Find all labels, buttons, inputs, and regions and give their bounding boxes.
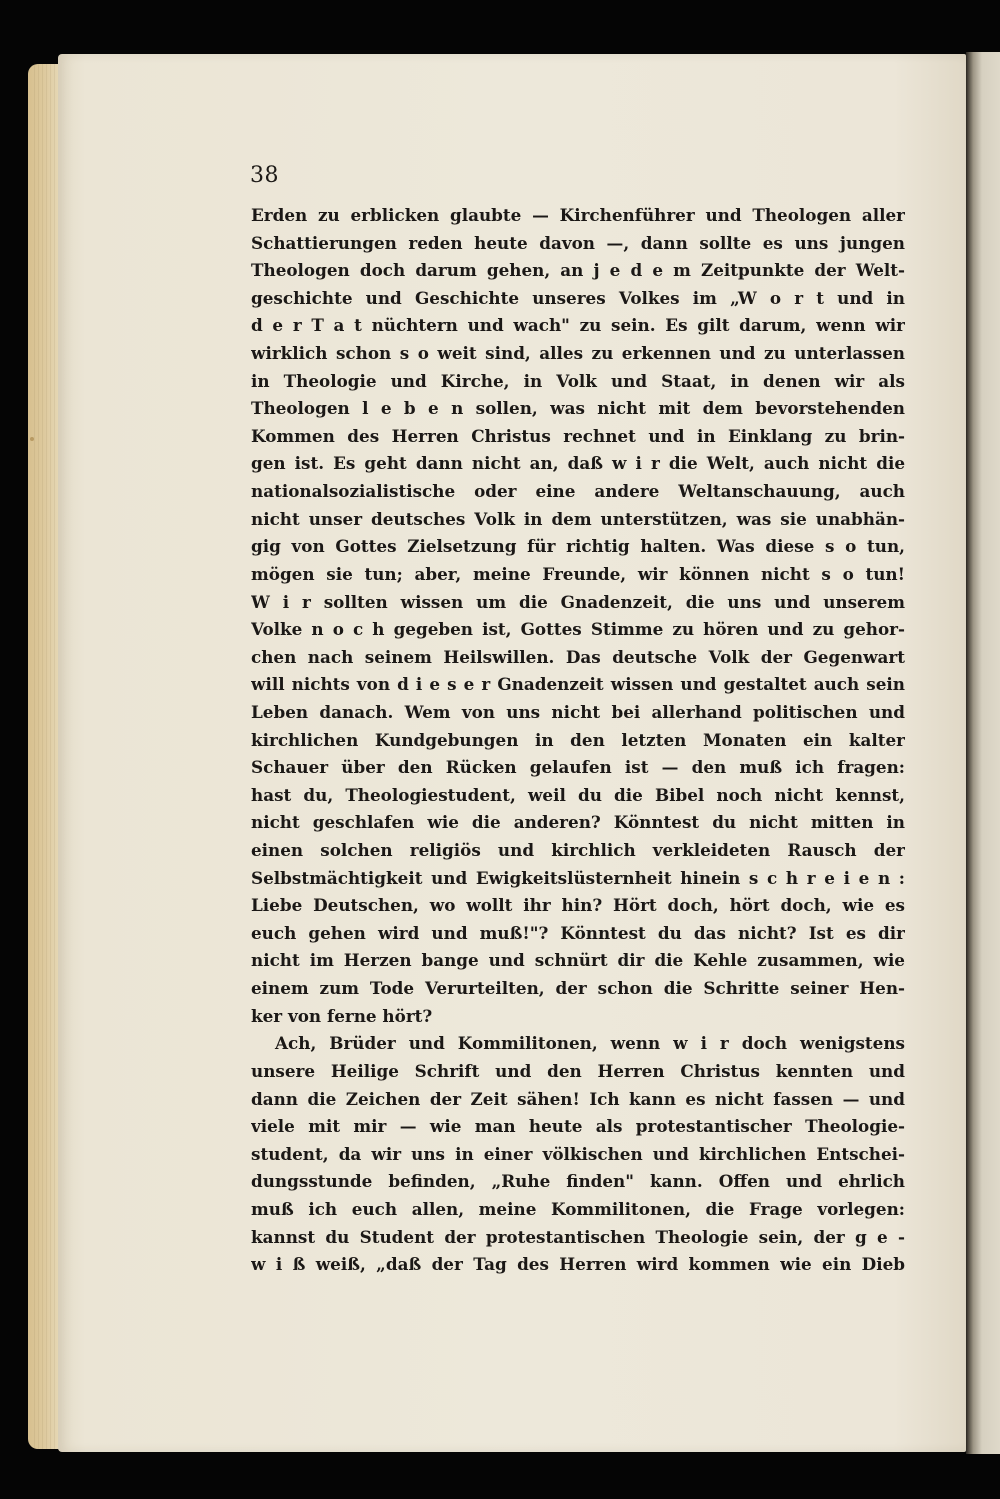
text-line: chen nach seinem Heilswillen. Das deutsche Volk der Gegenwart [251,646,905,667]
text-line: Liebe Deutschen, wo wollt ihr hin? Hört doch, hört doch, wie es [251,895,905,916]
text-line: Kommen des Herren Christus rechnet und in Einklang zu brin- [251,425,905,446]
text-line: einem zum Tode Verurteilten, der schon die Schritte seiner Hen- [251,978,905,999]
text-line: Erden zu erblicken glaubte — Kirchenführer und Theologen aller [251,205,905,225]
text-line: unsere Heilige Schrift und den Herren Christus kennten und [251,1060,905,1081]
text-line: in Theologie und Kirche, in Volk und Staat, in denen wir als [251,370,905,391]
paper-speck [30,437,34,441]
text-line: Theologen l e b e n sollen, was nicht mit dem bevorstehenden [251,398,905,419]
facing-page-edge [966,52,1000,1454]
text-line: gen ist. Es geht dann nicht an, daß w i r die Welt, auch nicht die [251,453,905,474]
text-line: W i r sollten wissen um die Gnadenzeit, die uns und unserem [251,591,905,612]
text-line: nicht geschlafen wie die anderen? Könntest du nicht mitten in [251,812,905,833]
text-line: Volke n o c h gegeben ist, Gottes Stimme zu hören und zu gehor- [251,619,905,640]
text-line: d e r T a t nüchtern und wach" zu sein. Es gilt darum, wenn wir [251,315,905,336]
text-line: wirklich schon s o weit sind, alles zu erkennen und zu unterlassen [251,343,905,364]
text-line: w i ß weiß, „daß der Tag des Herren wird kommen wie ein Dieb [251,1254,905,1275]
text-line: euch gehen wird und muß!"? Könntest du das nicht? Ist es dir [251,922,905,943]
text-line: Leben danach. Wem von uns nicht bei allerhand politischen und [251,701,905,722]
text-line: Theologen doch darum gehen, an j e d e m Zeitpunkte der Welt- [251,260,905,281]
text-line: viele mit mir — wie man heute als protestantischer Theologie- [251,1116,905,1137]
text-line: Ach, Brüder und Kommilitonen, wenn w i r doch wenigstens [275,1033,905,1054]
text-line: nationalsozialistische oder eine andere Weltanschauung, auch [251,481,905,502]
page-number: 38 [250,163,279,188]
text-line: mögen sie tun; aber, meine Freunde, wir können nicht s o tun! [251,563,905,584]
text-line: gig von Gottes Zielsetzung für richtig halten. Was diese s o tun, [251,536,905,557]
text-line: muß ich euch allen, meine Kommilitonen, die Frage vorlegen: [251,1198,905,1219]
text-line: dann die Zeichen der Zeit sähen! Ich kann es nicht fassen — und [251,1088,905,1109]
text-line: will nichts von d i e s e r Gnadenzeit wissen und gestaltet auch sein [251,674,905,695]
text-line: dungsstunde befinden, „Ruhe finden" kann. Offen und ehrlich [251,1171,905,1192]
text-line: nicht im Herzen bange und schnürt dir die Kehle zusammen, wie [251,950,905,971]
text-line: Schauer über den Rücken gelaufen ist — den muß ich fragen: [251,757,905,778]
text-line: kirchlichen Kundgebungen in den letzten Monaten ein kalter [251,729,905,750]
text-line: Schattierungen reden heute davon —, dann sollte es uns jungen [251,232,905,253]
text-line: Selbstmächtigkeit und Ewigkeitslüsternheit hinein s c h r e i e n : [251,867,905,888]
text-line: kannst du Student der protestantischen Theologie sein, der g e - [251,1226,905,1247]
text-line: geschichte und Geschichte unseres Volkes im „W o r t und in [251,287,905,308]
text-line: einen solchen religiös und kirchlich verkleideten Rausch der [251,840,905,861]
text-line: hast du, Theologiestudent, weil du die Bibel noch nicht kennst, [251,784,905,805]
text-line: ker von ferne hört? [251,1005,433,1026]
text-line: nicht unser deutsches Volk in dem unterstützen, was sie unabhän- [251,508,905,529]
text-line: student, da wir uns in einer völkischen und kirchlichen Entschei- [251,1143,905,1164]
body-text [251,202,905,1279]
